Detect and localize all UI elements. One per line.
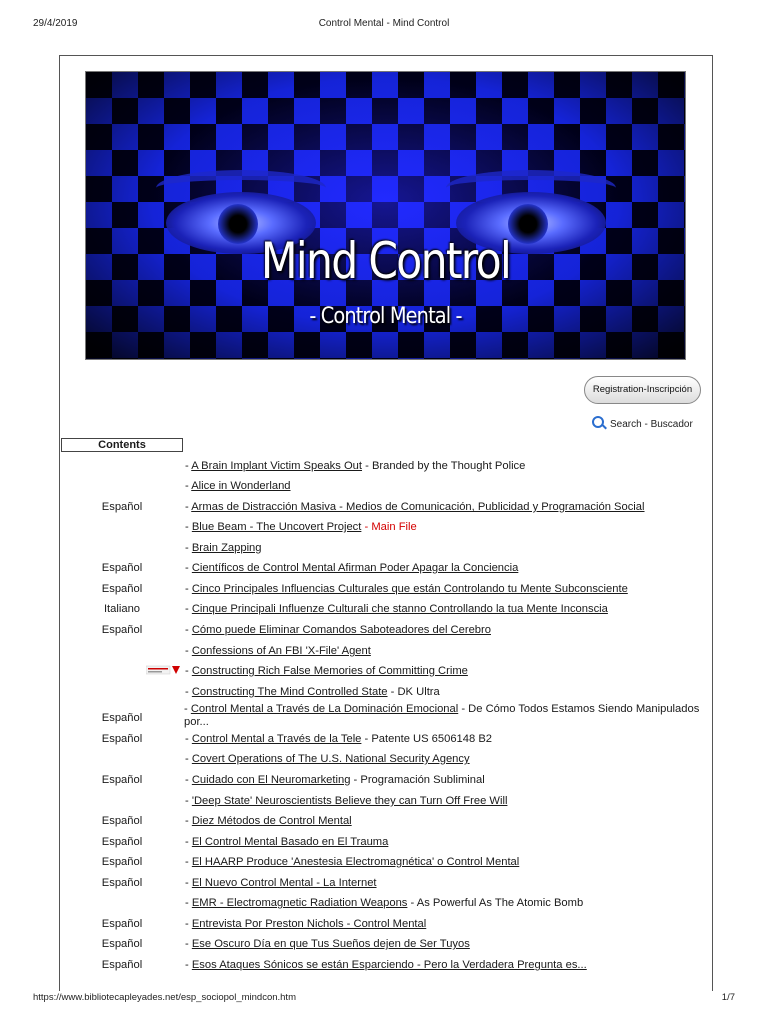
entry-text xyxy=(185,645,705,658)
entry-link[interactable]: Control Mental a Través de La Dominación Emocional xyxy=(190,703,459,715)
entry-text xyxy=(185,774,705,787)
entry-text xyxy=(185,959,705,972)
bullet-dash: - xyxy=(185,856,192,868)
bullet-dash: - xyxy=(185,918,192,930)
entry-text xyxy=(185,686,705,699)
language-label: Español xyxy=(101,733,143,745)
bullet-dash: - xyxy=(184,703,191,715)
entry-link[interactable]: Control Mental a Través de la Tele xyxy=(191,733,362,745)
bullet-dash: - xyxy=(185,836,192,848)
language-label: Español xyxy=(101,624,143,636)
entry-link[interactable]: Científicos de Control Mental Afirman Poder Apagar la Conciencia xyxy=(191,562,519,574)
language-label: Español xyxy=(101,856,143,868)
registration-button[interactable]: Registration-Inscripción xyxy=(584,376,701,404)
language-label: Español xyxy=(101,959,143,971)
main-file-link[interactable]: - Main File xyxy=(361,521,417,533)
entry-text xyxy=(185,938,705,951)
entry-link[interactable]: Cinco Principales Influencias Culturales que están Controlando tu Mente Subconsciente xyxy=(191,583,628,595)
bullet-dash: - xyxy=(185,501,192,513)
entry-link[interactable]: Brain Zapping xyxy=(191,542,262,554)
entry-text xyxy=(185,562,705,575)
bullet-dash: - xyxy=(185,686,192,698)
entry-link[interactable]: Diez Métodos de Control Mental xyxy=(191,815,352,827)
entry-text xyxy=(185,460,705,473)
entry-suffix: - Programación Subliminal xyxy=(350,774,485,786)
entry-suffix: - De Cómo Todos Estamos Siendo Manipulados por... xyxy=(184,703,700,728)
search-link[interactable] xyxy=(592,415,693,430)
entry-text xyxy=(185,836,705,849)
entry-text xyxy=(185,753,705,766)
bullet-dash: - xyxy=(185,877,192,889)
bullet-dash: - xyxy=(185,795,192,807)
entry-suffix: - DK Ultra xyxy=(387,686,440,698)
entry-text xyxy=(185,897,705,910)
entry-text xyxy=(185,815,705,828)
entry-text xyxy=(185,480,705,493)
entry-text xyxy=(185,521,705,534)
entry-text xyxy=(185,918,705,931)
bullet-dash: - xyxy=(185,753,192,765)
language-label: Español xyxy=(101,712,143,724)
entry-text xyxy=(185,877,705,890)
entry-link[interactable]: Armas de Distracción Masiva - Medios de Comunicación, Publicidad y Programación Social xyxy=(191,501,645,513)
print-date: 29/4/2019 xyxy=(33,18,78,29)
search-label: Search - Buscador xyxy=(610,419,693,430)
entry-suffix: - Branded by the Thought Police xyxy=(362,460,526,472)
bullet-dash: - xyxy=(185,645,192,657)
entry-suffix: - Patente US 6506148 B2 xyxy=(361,733,493,745)
entry-link[interactable]: Entrevista Por Preston Nichols - Control Mental xyxy=(191,918,427,930)
bullet-dash: - xyxy=(185,897,192,909)
entry-link[interactable]: Covert Operations of The U.S. National Security Agency xyxy=(191,753,470,765)
print-title: Control Mental - Mind Control xyxy=(318,18,450,29)
entry-link[interactable]: Blue Beam - The Uncovert Project xyxy=(191,521,362,533)
bullet-dash: - xyxy=(185,665,192,677)
bullet-dash: - xyxy=(185,938,192,950)
entry-link[interactable]: 'Deep State' Neuroscientists Believe they can Turn Off Free Will xyxy=(191,795,508,807)
entry-link[interactable]: El Nuevo Control Mental - La Internet xyxy=(191,877,377,889)
entry-text xyxy=(185,603,705,616)
bullet-dash: - xyxy=(185,542,192,554)
entry-link[interactable]: El Control Mental Basado en El Trauma xyxy=(191,836,389,848)
entry-text xyxy=(185,733,705,746)
entry-text xyxy=(185,856,705,869)
entry-text xyxy=(185,665,705,678)
banner-title: Mind Control xyxy=(260,232,511,290)
bullet-dash: - xyxy=(185,959,192,971)
entry-link[interactable]: Constructing The Mind Controlled State xyxy=(191,686,388,698)
language-label: Español xyxy=(101,583,143,595)
entry-link[interactable]: Ese Oscuro Día en que Tus Sueños dejen de Ser Tuyos xyxy=(191,938,470,950)
entry-text xyxy=(185,795,705,808)
entry-text xyxy=(185,624,705,637)
language-label: Español xyxy=(101,501,143,513)
bullet-dash: - xyxy=(185,460,192,472)
language-label: Italiano xyxy=(103,603,141,615)
bullet-dash: - xyxy=(185,603,192,615)
entry-link[interactable]: Cinque Principali Influenze Culturali che stanno Controllando la tua Mente Inconscia xyxy=(191,603,608,615)
entry-text xyxy=(184,703,709,729)
entry-link[interactable]: Esos Ataques Sónicos se están Esparciendo - Pero la Verdadera Pregunta es... xyxy=(191,959,587,971)
bullet-dash: - xyxy=(185,583,192,595)
language-label: Español xyxy=(101,918,143,930)
bullet-dash: - xyxy=(185,624,192,636)
entry-link[interactable]: Confessions of An FBI 'X-File' Agent xyxy=(191,645,371,657)
entry-link[interactable]: Cuidado con El Neuromarketing xyxy=(191,774,351,786)
adobe-reader-icon xyxy=(146,664,182,676)
language-label: Español xyxy=(101,774,143,786)
bullet-dash: - xyxy=(185,521,192,533)
bullet-dash: - xyxy=(185,480,192,492)
bullet-dash: - xyxy=(185,733,192,745)
entry-text xyxy=(185,583,705,596)
banner-image xyxy=(85,71,686,360)
entry-suffix: - As Powerful As The Atomic Bomb xyxy=(407,897,584,909)
print-page-number: 1/7 xyxy=(721,992,735,1003)
entry-link[interactable]: A Brain Implant Victim Speaks Out xyxy=(191,460,363,472)
entry-text xyxy=(185,542,705,555)
bullet-dash: - xyxy=(185,562,192,574)
language-label: Español xyxy=(101,815,143,827)
entry-link[interactable]: Alice in Wonderland xyxy=(191,480,291,492)
contents-heading: Contents xyxy=(61,438,183,452)
bullet-dash: - xyxy=(185,774,192,786)
entry-text xyxy=(185,501,705,514)
entry-link[interactable]: EMR - Electromagnetic Radiation Weapons xyxy=(191,897,408,909)
bullet-dash: - xyxy=(185,815,192,827)
entry-link[interactable]: Cómo puede Eliminar Comandos Saboteadores del Cerebro xyxy=(191,624,491,636)
print-url: https://www.bibliotecapleyades.net/esp_sociopol_mindcon.htm xyxy=(33,992,296,1003)
banner-subtitle: - Control Mental - xyxy=(309,304,462,329)
language-label: Español xyxy=(101,877,143,889)
search-icon xyxy=(592,416,604,428)
entry-link[interactable]: Constructing Rich False Memories of Committing Crime xyxy=(191,665,468,677)
entry-link[interactable]: El HAARP Produce 'Anestesia Electromagnética' o Control Mental xyxy=(191,856,520,868)
language-label: Español xyxy=(101,836,143,848)
language-label: Español xyxy=(101,562,143,574)
language-label: Español xyxy=(101,938,143,950)
